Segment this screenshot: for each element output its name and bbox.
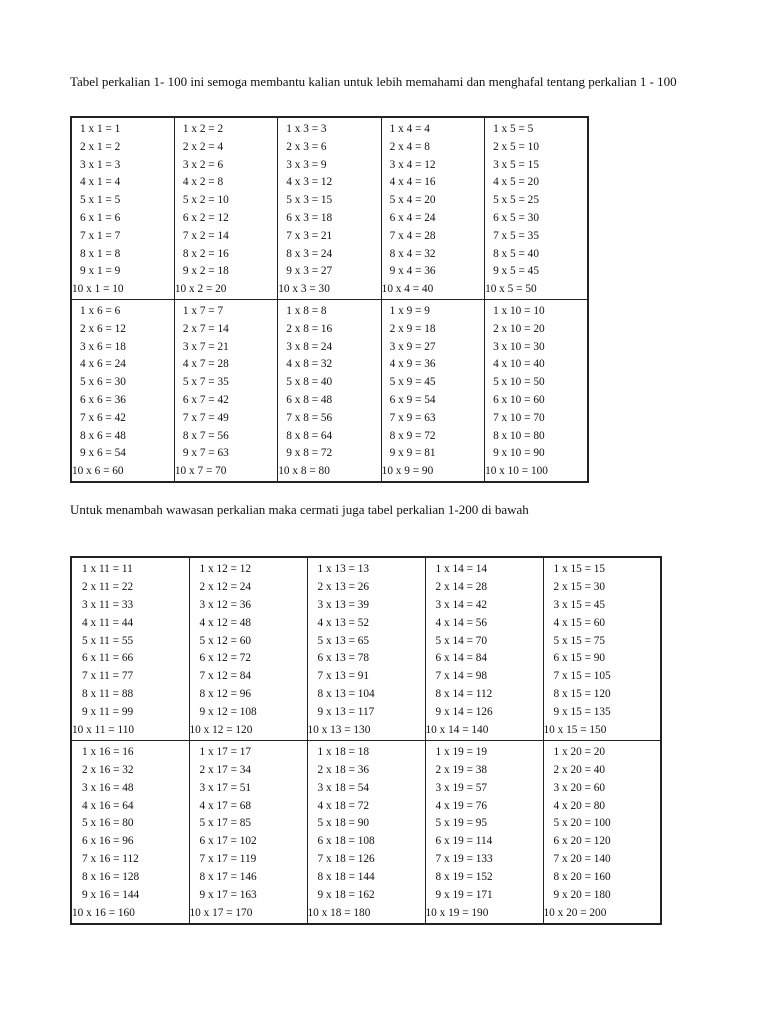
equation: 4 x 13 = 52 — [317, 616, 370, 629]
equation: 8 x 3 = 24 — [286, 247, 333, 260]
equation: 4 x 7 = 28 — [182, 358, 229, 371]
equation: 5 x 6 = 30 — [80, 376, 126, 389]
equation: 1 x 1 = 1 — [80, 123, 121, 135]
equation: 4 x 14 = 56 — [435, 616, 488, 629]
equation: 2 x 4 = 8 — [389, 140, 430, 153]
equation: 10 x 9 = 90 — [381, 465, 434, 478]
table-cell — [174, 117, 277, 299]
equation: 3 x 9 = 27 — [389, 340, 436, 353]
equation: 1 x 17 = 17 — [199, 745, 252, 758]
table-cell — [174, 299, 277, 481]
equation: 3 x 19 = 57 — [435, 781, 488, 794]
equation: 7 x 18 = 126 — [317, 853, 375, 866]
table-cell — [425, 557, 543, 740]
equation: 6 x 9 = 54 — [389, 393, 436, 406]
table-cell — [71, 299, 174, 481]
equation: 4 x 2 = 8 — [182, 176, 224, 189]
equation: 1 x 20 = 20 — [553, 745, 606, 758]
equation: 10 x 14 = 140 — [425, 724, 489, 737]
equation: 7 x 17 = 119 — [199, 853, 257, 866]
equation: 3 x 3 = 9 — [286, 158, 327, 171]
equation: 9 x 5 = 45 — [493, 265, 539, 278]
equation: 5 x 10 = 50 — [493, 376, 545, 389]
equation: 9 x 18 = 162 — [317, 889, 375, 902]
equation: 5 x 7 = 35 — [182, 376, 229, 389]
equation: 9 x 9 = 81 — [389, 447, 436, 460]
equation: 4 x 15 = 60 — [553, 616, 606, 629]
equation: 2 x 13 = 26 — [317, 580, 370, 593]
equation: 10 x 13 = 130 — [307, 724, 371, 737]
equation: 4 x 5 = 20 — [493, 176, 539, 189]
equation: 6 x 4 = 24 — [389, 211, 436, 224]
equation: 3 x 2 = 6 — [182, 158, 224, 171]
equation: 1 x 16 = 16 — [82, 745, 134, 758]
equation: 8 x 16 = 128 — [82, 871, 140, 884]
equation: 5 x 4 = 20 — [389, 194, 436, 207]
equation: 8 x 7 = 56 — [182, 429, 229, 442]
equation: 2 x 10 = 20 — [493, 322, 545, 335]
equation: 6 x 8 = 48 — [286, 393, 333, 406]
equation: 1 x 10 = 10 — [493, 304, 545, 317]
equation: 4 x 4 = 16 — [389, 176, 436, 189]
equation: 8 x 20 = 160 — [553, 871, 611, 884]
equation: 8 x 17 = 146 — [199, 871, 257, 884]
equation: 2 x 1 = 2 — [80, 140, 121, 153]
multiplication-table-1-200 — [70, 556, 662, 925]
table-cell — [543, 740, 661, 923]
equation: 2 x 15 = 30 — [553, 580, 606, 593]
equation: 8 x 2 = 16 — [182, 247, 229, 260]
equation: 5 x 18 = 90 — [317, 817, 370, 830]
multiplication-table-1-100 — [70, 116, 589, 483]
equation: 8 x 15 = 120 — [553, 688, 611, 701]
equation: 5 x 5 = 25 — [493, 194, 539, 207]
table-cell — [278, 117, 381, 299]
equation: 9 x 11 = 99 — [82, 706, 134, 719]
equation: 7 x 6 = 42 — [80, 411, 126, 424]
equation: 7 x 14 = 98 — [435, 670, 488, 683]
equation: 5 x 20 = 100 — [553, 817, 611, 830]
equation: 9 x 19 = 171 — [435, 889, 493, 902]
equation: 5 x 11 = 55 — [82, 634, 134, 647]
equation: 2 x 11 = 22 — [82, 580, 134, 593]
equation: 8 x 1 = 8 — [80, 247, 121, 260]
equation: 7 x 11 = 77 — [82, 670, 134, 683]
equation: 2 x 20 = 40 — [553, 763, 606, 776]
equation: 7 x 13 = 91 — [317, 670, 370, 683]
equation: 9 x 10 = 90 — [493, 447, 545, 460]
equation: 10 x 8 = 80 — [278, 465, 330, 478]
equation: 7 x 19 = 133 — [435, 853, 493, 866]
equation: 1 x 4 = 4 — [389, 123, 430, 135]
equation: 6 x 18 = 108 — [317, 835, 375, 848]
equation: 4 x 16 = 64 — [82, 799, 134, 812]
equation: 6 x 2 = 12 — [182, 211, 229, 224]
equation: 4 x 11 = 44 — [82, 616, 134, 629]
equation: 8 x 5 = 40 — [493, 247, 539, 260]
equation: 10 x 1 = 10 — [72, 283, 124, 296]
equation: 9 x 8 = 72 — [286, 447, 333, 460]
equation: 2 x 5 = 10 — [493, 140, 539, 153]
equation: 6 x 3 = 18 — [286, 211, 333, 224]
table-cell — [381, 299, 484, 481]
equation: 10 x 7 = 70 — [174, 465, 227, 478]
equation: 2 x 9 = 18 — [389, 322, 436, 335]
equation: 7 x 20 = 140 — [553, 853, 611, 866]
equation: 10 x 6 = 60 — [72, 465, 124, 478]
equation: 1 x 12 = 12 — [199, 563, 252, 575]
equation: 6 x 15 = 90 — [553, 652, 606, 665]
equation: 6 x 17 = 102 — [199, 835, 257, 848]
equation: 8 x 6 = 48 — [80, 429, 126, 442]
table-cell — [485, 117, 588, 299]
equation: 6 x 10 = 60 — [493, 393, 545, 406]
table-cell — [307, 740, 425, 923]
equation: 7 x 2 = 14 — [182, 229, 229, 242]
equation: 4 x 8 = 32 — [286, 358, 333, 371]
equation: 10 x 20 = 200 — [543, 906, 607, 919]
equation: 10 x 12 = 120 — [189, 724, 253, 737]
equation: 8 x 13 = 104 — [317, 688, 375, 701]
equation: 6 x 14 = 84 — [435, 652, 488, 665]
equation: 6 x 19 = 114 — [435, 835, 493, 848]
equation: 7 x 16 = 112 — [82, 853, 139, 866]
equation: 1 x 3 = 3 — [286, 123, 327, 135]
equation: 9 x 20 = 180 — [553, 889, 611, 902]
table-row — [71, 740, 661, 923]
equation: 8 x 9 = 72 — [389, 429, 436, 442]
equation: 6 x 13 = 78 — [317, 652, 370, 665]
equation: 2 x 17 = 34 — [199, 763, 252, 776]
equation: 2 x 7 = 14 — [182, 322, 229, 335]
equation: 8 x 4 = 32 — [389, 247, 436, 260]
equation: 6 x 11 = 66 — [82, 652, 134, 665]
equation: 8 x 14 = 112 — [435, 688, 493, 701]
equation: 10 x 5 = 50 — [485, 283, 537, 296]
equation: 4 x 1 = 4 — [80, 176, 121, 189]
equation: 5 x 12 = 60 — [199, 634, 252, 647]
equation: 3 x 17 = 51 — [199, 781, 252, 794]
equation: 6 x 5 = 30 — [493, 211, 539, 224]
equation: 3 x 13 = 39 — [317, 598, 370, 611]
table-cell — [381, 117, 484, 299]
equation: 6 x 20 = 120 — [553, 835, 611, 848]
equation: 10 x 10 = 100 — [485, 465, 548, 478]
table-cell — [189, 557, 307, 740]
equation: 10 x 3 = 30 — [278, 283, 330, 296]
equation: 7 x 1 = 7 — [80, 229, 121, 242]
equation: 7 x 4 = 28 — [389, 229, 436, 242]
equation: 1 x 8 = 8 — [286, 304, 327, 317]
equation: 9 x 16 = 144 — [82, 889, 140, 902]
equation: 7 x 8 = 56 — [286, 411, 333, 424]
equation: 5 x 1 = 5 — [80, 194, 121, 207]
table-cell — [425, 740, 543, 923]
equation: 10 x 17 = 170 — [189, 906, 253, 919]
equation: 6 x 6 = 36 — [80, 393, 126, 406]
table-row — [71, 557, 661, 740]
equation: 1 x 5 = 5 — [493, 123, 534, 135]
equation: 1 x 7 = 7 — [182, 304, 224, 317]
equation: 7 x 15 = 105 — [553, 670, 611, 683]
table-cell — [485, 299, 588, 481]
equation: 3 x 15 = 45 — [553, 598, 606, 611]
equation: 4 x 10 = 40 — [493, 358, 545, 371]
equation: 3 x 7 = 21 — [182, 340, 229, 353]
equation: 9 x 14 = 126 — [435, 706, 493, 719]
equation: 1 x 9 = 9 — [389, 304, 430, 317]
equation: 2 x 18 = 36 — [317, 763, 370, 776]
section-paragraph: Untuk menambah wawasan perkalian maka cermati juga tabel perkalian 1-200 di bawah — [70, 502, 529, 517]
equation: 4 x 19 = 76 — [435, 799, 488, 812]
equation: 10 x 4 = 40 — [381, 283, 434, 296]
equation: 9 x 17 = 163 — [199, 889, 257, 902]
equation: 10 x 2 = 20 — [174, 283, 227, 296]
equation: 2 x 2 = 4 — [182, 140, 224, 153]
equation: 5 x 8 = 40 — [286, 376, 333, 389]
equation: 8 x 11 = 88 — [82, 688, 134, 701]
equation: 1 x 15 = 15 — [553, 563, 606, 575]
equation: 4 x 12 = 48 — [199, 616, 252, 629]
equation: 7 x 10 = 70 — [493, 411, 545, 424]
equation: 1 x 11 = 11 — [82, 563, 133, 575]
table-cell — [71, 117, 174, 299]
equation: 4 x 18 = 72 — [317, 799, 370, 812]
equation: 7 x 9 = 63 — [389, 411, 436, 424]
equation: 1 x 18 = 18 — [317, 745, 370, 758]
equation: 5 x 14 = 70 — [435, 634, 488, 647]
equation: 9 x 4 = 36 — [389, 265, 436, 278]
equation: 8 x 10 = 80 — [493, 429, 545, 442]
equation: 3 x 14 = 42 — [435, 598, 488, 611]
table-cell — [278, 299, 381, 481]
equation: 5 x 15 = 75 — [553, 634, 606, 647]
equation: 5 x 9 = 45 — [389, 376, 436, 389]
equation: 1 x 6 = 6 — [80, 304, 121, 317]
equation: 8 x 19 = 152 — [435, 871, 493, 884]
equation: 7 x 5 = 35 — [493, 229, 539, 242]
table-cell — [189, 740, 307, 923]
equation: 3 x 8 = 24 — [286, 340, 333, 353]
equation: 9 x 13 = 117 — [317, 706, 375, 719]
equation: 2 x 19 = 38 — [435, 763, 488, 776]
equation: 1 x 14 = 14 — [435, 563, 488, 575]
table-cell — [543, 557, 661, 740]
equation: 4 x 9 = 36 — [389, 358, 436, 371]
equation: 10 x 18 = 180 — [307, 906, 371, 919]
equation: 2 x 3 = 6 — [286, 140, 327, 153]
equation: 9 x 2 = 18 — [182, 265, 229, 278]
equation: 3 x 5 = 15 — [493, 158, 539, 171]
equation: 1 x 19 = 19 — [435, 745, 488, 758]
equation: 2 x 8 = 16 — [286, 322, 333, 335]
equation: 9 x 7 = 63 — [182, 447, 229, 460]
equation: 5 x 13 = 65 — [317, 634, 370, 647]
intro-paragraph: Tabel perkalian 1- 100 ini semoga membantu kalian untuk lebih memahami dan menghafal tentang perkalian 1 - 100 — [70, 74, 677, 89]
equation: 3 x 20 = 60 — [553, 781, 606, 794]
equation: 7 x 3 = 21 — [286, 229, 333, 242]
equation: 10 x 19 = 190 — [425, 906, 489, 919]
equation: 9 x 6 = 54 — [80, 447, 126, 460]
equation: 3 x 18 = 54 — [317, 781, 370, 794]
equation: 9 x 15 = 135 — [553, 706, 611, 719]
table-cell — [307, 557, 425, 740]
equation: 3 x 16 = 48 — [82, 781, 134, 794]
equation: 10 x 16 = 160 — [72, 906, 135, 919]
equation: 5 x 3 = 15 — [286, 194, 333, 207]
equation: 5 x 17 = 85 — [199, 817, 252, 830]
equation: 4 x 17 = 68 — [199, 799, 252, 812]
equation: 6 x 7 = 42 — [182, 393, 229, 406]
equation: 4 x 20 = 80 — [553, 799, 606, 812]
table-row — [71, 299, 588, 481]
equation: 6 x 16 = 96 — [82, 835, 134, 848]
equation: 2 x 12 = 24 — [199, 580, 252, 593]
equation: 1 x 13 = 13 — [317, 563, 370, 575]
equation: 3 x 10 = 30 — [493, 340, 545, 353]
equation: 8 x 18 = 144 — [317, 871, 375, 884]
equation: 8 x 12 = 96 — [199, 688, 252, 701]
equation: 5 x 19 = 95 — [435, 817, 488, 830]
equation: 9 x 3 = 27 — [286, 265, 333, 278]
equation: 6 x 12 = 72 — [199, 652, 252, 665]
equation: 10 x 15 = 150 — [543, 724, 607, 737]
equation: 2 x 6 = 12 — [80, 322, 126, 335]
table-row — [71, 117, 588, 299]
equation: 3 x 4 = 12 — [389, 158, 436, 171]
equation: 2 x 14 = 28 — [435, 580, 488, 593]
equation: 10 x 11 = 110 — [72, 724, 135, 737]
equation: 2 x 16 = 32 — [82, 763, 134, 776]
equation: 8 x 8 = 64 — [286, 429, 333, 442]
equation: 3 x 11 = 33 — [82, 598, 134, 611]
equation: 1 x 2 = 2 — [182, 123, 224, 135]
equation: 9 x 1 = 9 — [80, 265, 121, 278]
equation: 3 x 12 = 36 — [199, 598, 252, 611]
equation: 9 x 12 = 108 — [199, 706, 257, 719]
equation: 6 x 1 = 6 — [80, 211, 121, 224]
equation: 4 x 6 = 24 — [80, 358, 126, 371]
equation: 7 x 7 = 49 — [182, 411, 229, 424]
equation: 4 x 3 = 12 — [286, 176, 333, 189]
equation: 7 x 12 = 84 — [199, 670, 252, 683]
table-cell — [71, 740, 189, 923]
equation: 3 x 1 = 3 — [80, 158, 121, 171]
equation: 5 x 2 = 10 — [182, 194, 229, 207]
table-cell — [71, 557, 189, 740]
equation: 3 x 6 = 18 — [80, 340, 126, 353]
equation: 5 x 16 = 80 — [82, 817, 134, 830]
